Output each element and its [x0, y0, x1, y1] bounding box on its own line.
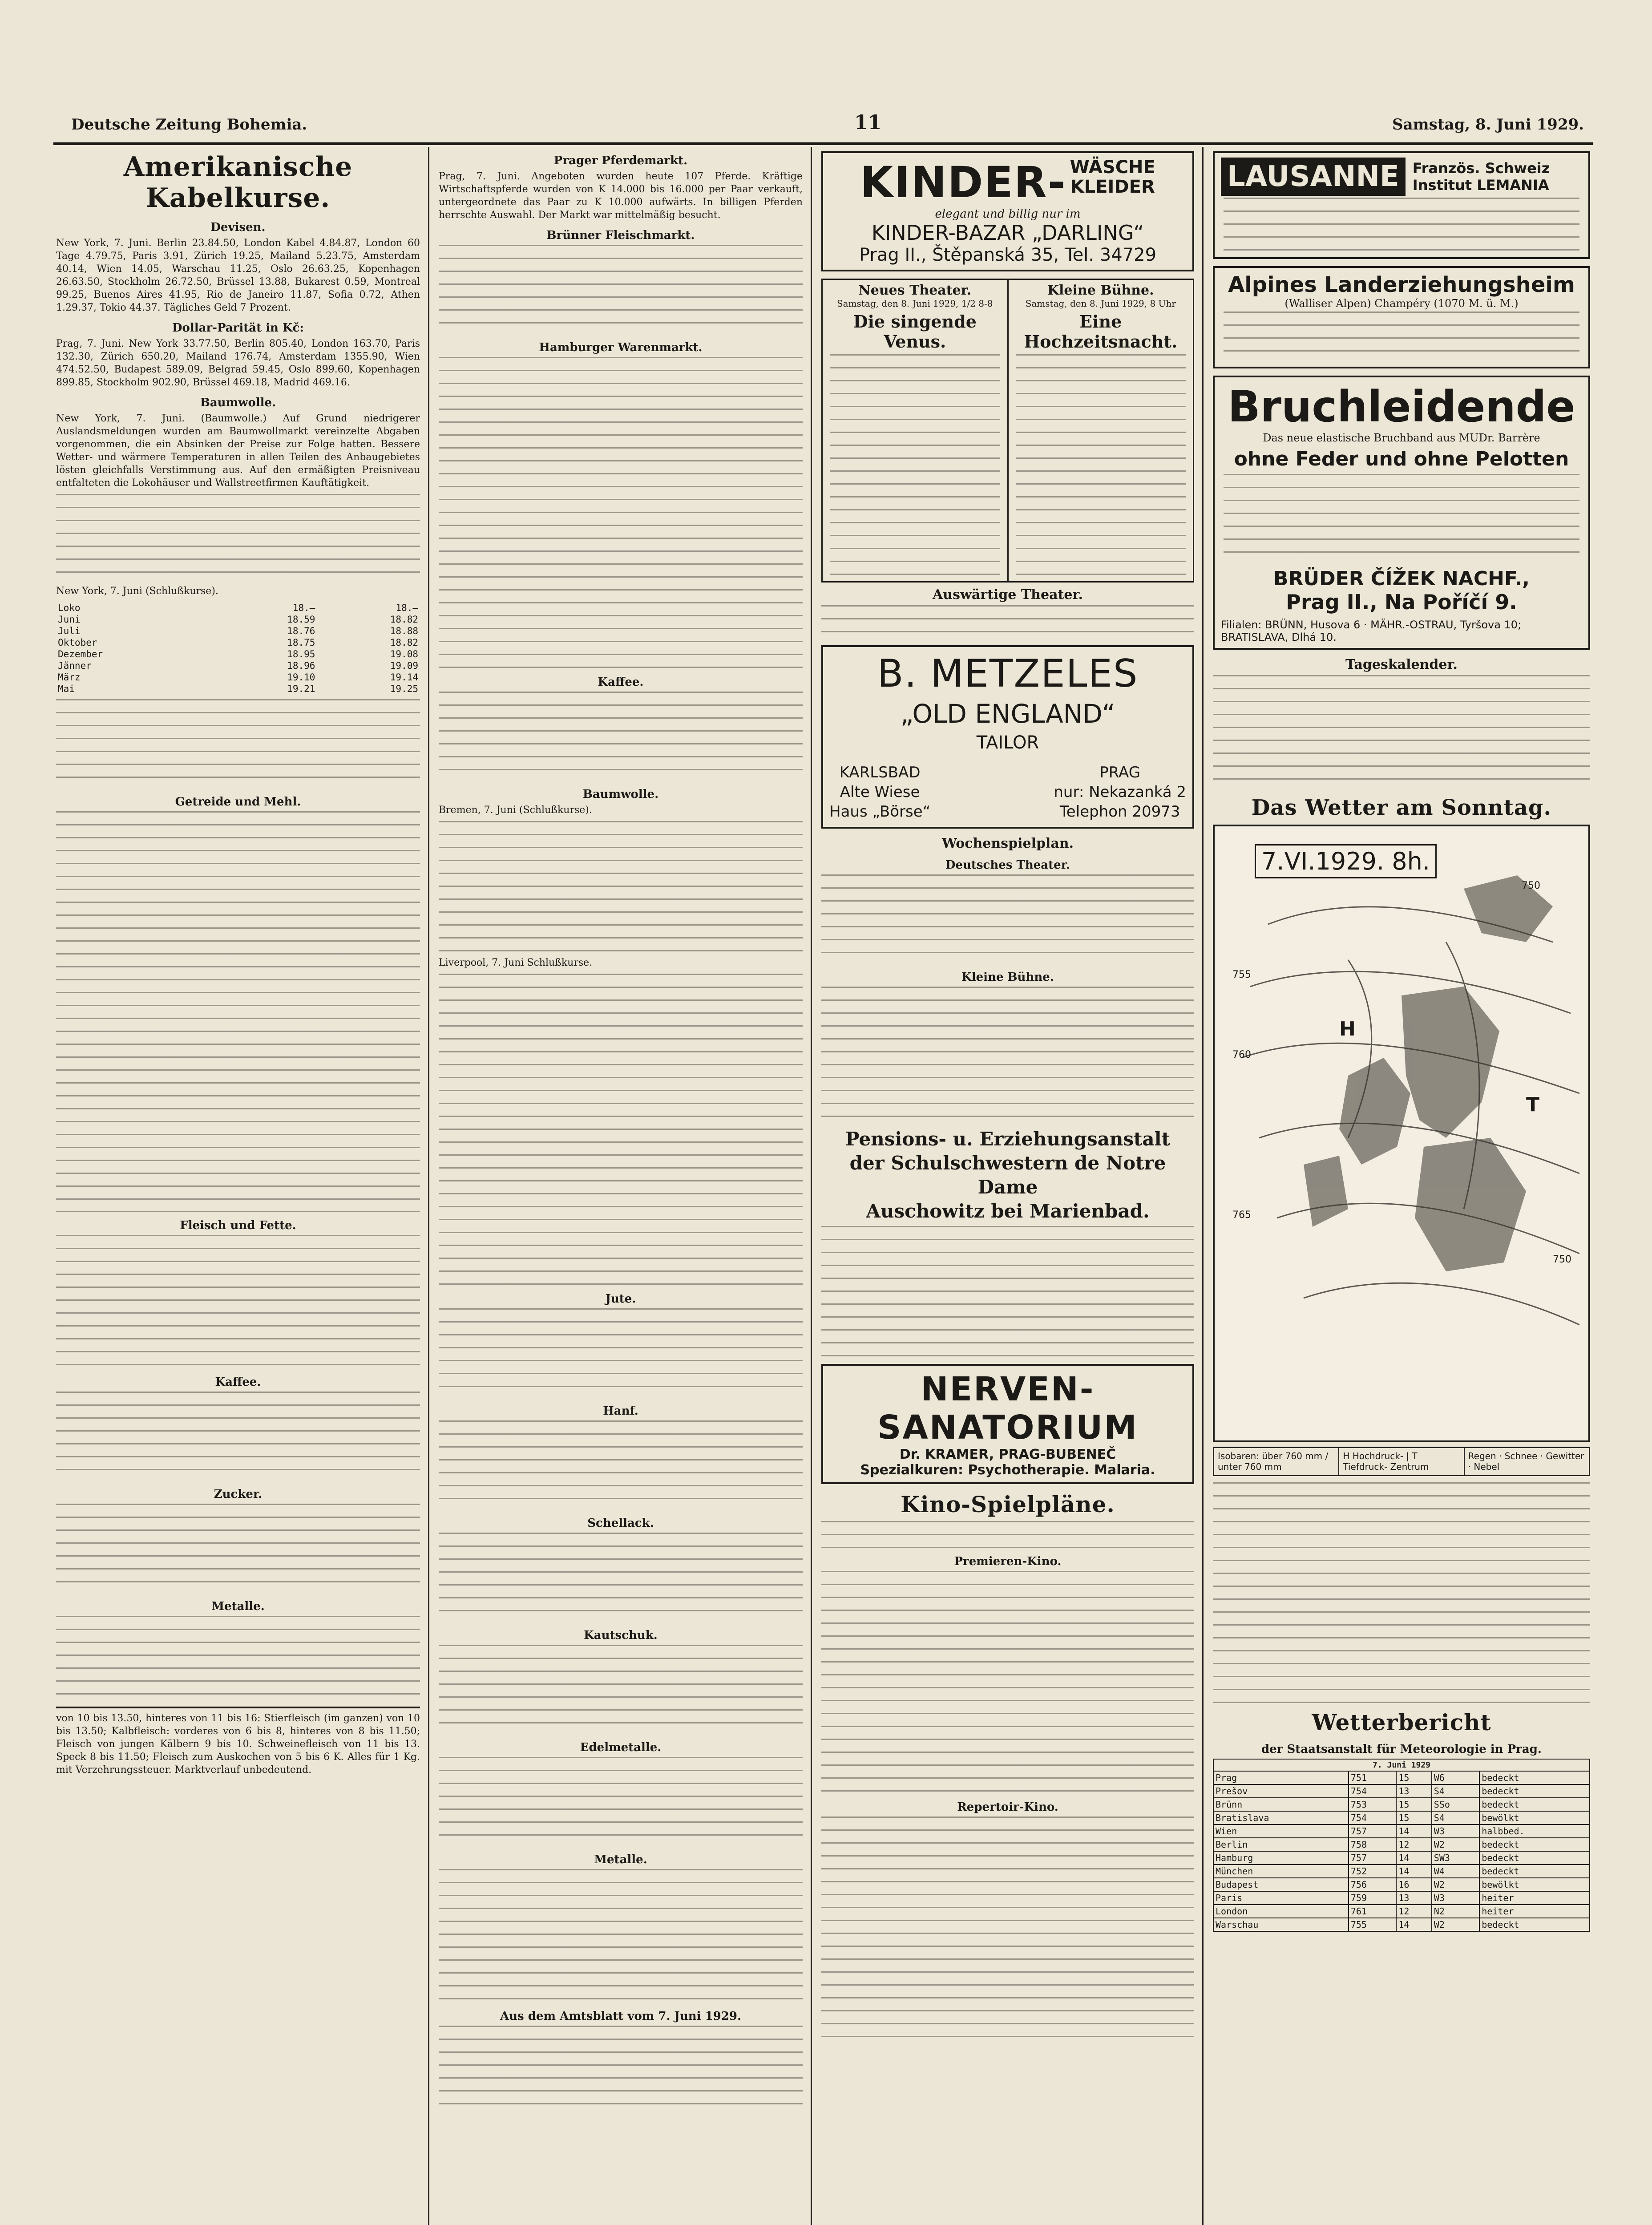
table-row	[1213, 1798, 1590, 1811]
theater-date: Samstag, den 8. Juni 1929, 1/2 8-8	[836, 298, 993, 309]
ad-text	[1224, 474, 1579, 563]
table-cell: Prešov	[1213, 1784, 1349, 1798]
text-block	[439, 821, 803, 955]
text-block	[821, 1226, 1194, 1359]
issue-date: Samstag, 8. Juni 1929.	[1392, 116, 1584, 134]
zucker-heading: Zucker.	[214, 1488, 263, 1501]
ad-sub: Institut LEMANIA	[1412, 177, 1549, 194]
ad-branches: Filialen: BRÜNN, Husova 6 · MÄHR.-OSTRAU, Tyršova 10; BRATISLAVA, Dlhá 10.	[1221, 619, 1522, 643]
pferde-text: Prag, 7. Juni. Angeboten wurden heute 107 Pferde. Kräftige Wirtschaftspferde wurden von K 14.000 bis 16.000 per Paar verkauft, untergeordnete das Paar zu K 10.000 aufwärts. In billigen Pferden herrschte Auswahl. Der Markt war mittelmäßig besucht.	[439, 171, 803, 221]
text-block	[439, 1308, 803, 1397]
table-cell: 14	[1396, 1851, 1431, 1865]
table-cell: 14	[1396, 1824, 1431, 1838]
column-3	[819, 147, 1197, 2225]
theater-play: Die singende Venus.	[853, 312, 977, 352]
svg-text:765: 765	[1232, 1210, 1251, 1221]
table-cell: S4	[1432, 1784, 1479, 1798]
table-cell: 753	[1349, 1798, 1396, 1811]
ad-headline: LAUSANNE	[1221, 158, 1406, 196]
table-cell: München	[1213, 1865, 1349, 1878]
ad-address: Alte Wiese	[840, 783, 920, 801]
table-cell: 14	[1396, 1918, 1431, 1931]
jute-heading: Jute.	[605, 1292, 636, 1306]
ad-sub: Dr. KRAMER, PRAG-BUBENEČ	[899, 1447, 1116, 1462]
hanf-heading: Hanf.	[603, 1404, 638, 1418]
svg-text:755: 755	[1232, 969, 1251, 980]
table-cell: Warschau	[1213, 1918, 1349, 1931]
table-cell: 13	[1396, 1891, 1431, 1905]
table-cell: S4	[1432, 1811, 1479, 1824]
table-row: Loko 18.— 18.—	[58, 603, 418, 613]
table-cell: 759	[1349, 1891, 1396, 1905]
ad-headline: Alpines Landerziehungsheim	[1228, 272, 1575, 297]
text-block	[821, 987, 1194, 1120]
table-cell: bedeckt	[1479, 1838, 1590, 1851]
table-row	[1213, 1771, 1590, 1784]
text-block	[56, 494, 420, 583]
table-row: Juni 18.59 18.82	[58, 614, 418, 625]
wochen-heading: Wochenspielplan.	[941, 836, 1074, 851]
legend-pressure: H Hochdruck- | T Tiefdruck- Zentrum	[1338, 1448, 1463, 1475]
ad-line: der Schulschwestern de Notre Dame	[849, 1152, 1166, 1198]
theater-date: Samstag, den 8. Juni 1929, 8 Uhr	[1025, 298, 1176, 309]
theater-play: Eine Hochzeitsnacht.	[1024, 312, 1178, 352]
table-row	[1213, 1838, 1590, 1851]
pensions-ad	[821, 1127, 1194, 1223]
text-block	[1213, 675, 1590, 791]
text-block	[821, 1571, 1194, 1793]
theater-listing	[821, 279, 1194, 583]
table-cell: 757	[1349, 1851, 1396, 1865]
devisen-heading: Devisen.	[210, 221, 266, 234]
wetter-heading: Das Wetter am Sonntag.	[1251, 795, 1552, 820]
table-cell: bedeckt	[1479, 1784, 1590, 1798]
wetterbericht-heading: Wetterbericht	[1312, 1709, 1491, 1736]
ad-sub: KLEIDER	[1070, 177, 1155, 197]
newyork-table	[56, 602, 420, 695]
table-cell: W2	[1432, 1838, 1479, 1851]
bruchleidende-ad	[1213, 376, 1590, 650]
table-row	[1213, 1784, 1590, 1798]
table-cell: 15	[1396, 1811, 1431, 1824]
kinder-bazar-ad	[821, 151, 1194, 271]
liverpool-label: Liverpool, 7. Juni Schlußkurse.	[439, 957, 593, 968]
text-block	[439, 692, 803, 781]
table-row: Juli 18.76 18.88	[58, 626, 418, 636]
lausanne-ad	[1213, 151, 1590, 259]
page-number: 11	[854, 111, 882, 134]
table-cell: London	[1213, 1905, 1349, 1918]
table-cell: 14	[1396, 1865, 1431, 1878]
table-cell: heiter	[1479, 1905, 1590, 1918]
svg-text:H: H	[1339, 1018, 1356, 1040]
column-1	[53, 147, 423, 2225]
ad-sub: Das neue elastische Bruchband aus MUDr. Barrère	[1263, 432, 1540, 444]
table-cell: 15	[1396, 1771, 1431, 1784]
baumwolle-heading: Baumwolle.	[200, 396, 276, 409]
text-block	[56, 1616, 420, 1705]
table-row	[1213, 1824, 1590, 1838]
kaffee-heading: Kaffee.	[598, 676, 644, 689]
deutsches-theater: Deutsches Theater.	[945, 858, 1070, 872]
ad-address: nur: Nekazanká 2	[1054, 783, 1186, 801]
cast-list	[1016, 354, 1186, 577]
amtsblatt-heading: Aus dem Amtsblatt vom 7. Juni 1929.	[500, 2010, 741, 2023]
bottom-text: von 10 bis 13.50, hinteres von 11 bis 16: Stierfleisch (im ganzen) von 10 bis 13.50; Kalbfleisch: vorderes von 6 bis 8, hinteres von 8 bis 11.50; Fleisch von jungen Kälbern 9 bis 10. Schweinefleisch von 11 bis 13. Speck 8 bis 11.50; Fleisch zum Auskochen von 5 bis 6 K. Alles für 1 Kg. mit Verzehrungssteuer. Marktverlauf unbedeutend.	[56, 1707, 420, 1776]
text-block	[439, 1420, 803, 1509]
wetterbericht-sub: der Staatsanstalt für Meteorologie in Prag.	[1261, 1743, 1542, 1756]
table-row: Jänner 18.96 19.09	[58, 660, 418, 671]
table-cell: 13	[1396, 1784, 1431, 1798]
table-row	[1213, 1891, 1590, 1905]
table-cell: SW3	[1432, 1851, 1479, 1865]
table-cell: Brünn	[1213, 1798, 1349, 1811]
metalle-heading: Metalle.	[594, 1853, 647, 1866]
page-header	[53, 111, 1593, 145]
text-block	[439, 1869, 803, 2002]
alpines-ad	[1213, 266, 1590, 368]
svg-text:760: 760	[1232, 1049, 1251, 1060]
table-cell: 12	[1396, 1905, 1431, 1918]
column-rule	[1202, 147, 1204, 2225]
ad-sub: TAILOR	[976, 732, 1039, 753]
table-cell: W4	[1432, 1865, 1479, 1878]
text-block	[56, 811, 420, 1212]
ad-sub: ohne Feder und ohne Pelotten	[1234, 448, 1569, 470]
table-row	[1213, 1905, 1590, 1918]
theater-title: Kleine Bühne.	[1047, 283, 1154, 298]
kleine-buehne: Kleine Bühne.	[961, 971, 1054, 984]
ad-address: Haus „Börse“	[829, 803, 931, 821]
table-cell: 15	[1396, 1798, 1431, 1811]
ad-firm: BRÜDER ČÍŽEK NACHF.,	[1273, 567, 1530, 590]
ad-headline: KINDER-	[860, 158, 1066, 207]
text-block	[821, 874, 1194, 963]
baumwolle-heading: Baumwolle.	[582, 788, 659, 801]
table-cell: SSo	[1432, 1798, 1479, 1811]
text-block	[821, 605, 1194, 641]
weather-table	[1213, 1759, 1590, 1932]
text-block	[56, 1392, 420, 1481]
ad-city: PRAG	[1099, 764, 1141, 781]
ad-text	[1224, 198, 1579, 251]
ad-shop-name: KINDER-BAZAR „DARLING“	[871, 221, 1144, 245]
cast-list	[830, 354, 1000, 577]
devisen-text: New York, 7. Juni. Berlin 23.84.50, London Kabel 4.84.87, London 60 Tage 4.79.75, Paris 3.91, Zürich 19.25, Mailand 5.23.75, Amsterdam 40.14, Wien 14.05, Warschau 11.25, Oslo 26.63.25, Kopenhagen 26.63.50, Stockholm 26.72.50, Brüssel 13.88, Bukarest 0.59, Montreal 99.25, Buenos Aires 41.95, Rio de Janeiro 11.87, Sofia 0.72, Athen 1.29.37, Tokio 44.37. Tägliches Geld 7 Prozent.	[56, 238, 420, 313]
bremen-label: Bremen, 7. Juni (Schlußkurse).	[439, 805, 592, 816]
table-cell: 758	[1349, 1838, 1396, 1851]
column-2	[436, 147, 805, 2225]
text-block	[821, 1521, 1194, 1548]
kino-heading: Kino-Spielpläne.	[901, 1491, 1115, 1517]
ad-headline: NERVEN-SANATORIUM	[877, 1370, 1138, 1447]
table-cell: 756	[1349, 1878, 1396, 1891]
table-row: Dezember 18.95 19.08	[58, 649, 418, 659]
table-cell: bedeckt	[1479, 1851, 1590, 1865]
map-legend	[1213, 1447, 1590, 1476]
ad-headline: Bruchleidende	[1228, 382, 1575, 432]
baumwolle-text: New York, 7. Juni. (Baumwolle.) Auf Grund niedrigerer Auslandsmeldungen wurden am Baumwollmarkt vereinzelte Abgaben vorgenommen, die ein Absinken der Preise zur Folge hatten. Bessere Wetter- und wärmere Temperaturen in allen Teilen des Anbaugebietes lösten gleichfalls Verstimmung aus. Auf den ermäßigten Preisniveau entfalteten die Lokohäuser und Wallstreetfirmen Kauftätigkeit.	[56, 413, 420, 489]
schellack-heading: Schellack.	[587, 1517, 654, 1530]
ad-line: Pensions- u. Erziehungsanstalt	[845, 1128, 1170, 1150]
ad-city: KARLSBAD	[839, 764, 921, 781]
ad-sub: Spezialkuren: Psychotherapie. Malaria.	[860, 1462, 1155, 1478]
table-cell: W2	[1432, 1878, 1479, 1891]
ad-sub: WÄSCHE	[1070, 157, 1155, 178]
table-row	[1213, 1918, 1590, 1931]
text-block	[56, 1504, 420, 1593]
table-cell: Bratislava	[1213, 1811, 1349, 1824]
ad-sub: „OLD ENGLAND“	[900, 699, 1115, 729]
ad-sub: (Walliser Alpen) Champéry (1070 M. ü. M.)	[1284, 297, 1519, 310]
table-row	[1213, 1851, 1590, 1865]
kautschuk-heading: Kautschuk.	[584, 1629, 658, 1642]
text-block	[439, 1645, 803, 1734]
table-cell: Paris	[1213, 1891, 1349, 1905]
weather-map	[1213, 825, 1590, 1442]
text-block	[439, 974, 803, 1285]
section-title: Amerikanische Kabelkurse.	[123, 151, 353, 214]
table-cell: 751	[1349, 1771, 1396, 1784]
table-cell: 755	[1349, 1918, 1396, 1931]
text-block	[439, 1533, 803, 1622]
table-row: Mai 19.21 19.25	[58, 684, 418, 694]
table-cell: Berlin	[1213, 1838, 1349, 1851]
table-cell: 16	[1396, 1878, 1431, 1891]
text-block	[56, 699, 420, 788]
map-date: 7.VI.1929. 8h.	[1255, 844, 1437, 878]
table-cell: bedeckt	[1479, 1918, 1590, 1931]
ad-tagline: elegant und billig nur im	[935, 207, 1081, 221]
table-date: 7. Juni 1929	[1213, 1759, 1590, 1771]
table-cell: heiter	[1479, 1891, 1590, 1905]
legend-weather: Regen · Schnee · Gewitter · Nebel	[1464, 1448, 1589, 1475]
table-row	[1213, 1878, 1590, 1891]
ad-address: Prag II., Štěpanská 35, Tel. 34729	[859, 245, 1157, 265]
table-cell: 754	[1349, 1784, 1396, 1798]
table-cell: bewölkt	[1479, 1878, 1590, 1891]
text-block	[56, 1235, 420, 1368]
warenmarkt-heading: Hamburger Warenmarkt.	[539, 341, 703, 354]
table-cell: 754	[1349, 1811, 1396, 1824]
table-cell: Prag	[1213, 1771, 1349, 1784]
table-cell: halbbed.	[1479, 1824, 1590, 1838]
text-block	[439, 1757, 803, 1846]
theater-title: Neues Theater.	[858, 283, 972, 298]
table-cell: bedeckt	[1479, 1798, 1590, 1811]
svg-text:T: T	[1526, 1093, 1540, 1116]
weather-map-graphic	[1215, 826, 1590, 1437]
dollar-heading: Dollar-Parität in Kč:	[172, 321, 304, 335]
sanatorium-ad	[821, 1364, 1194, 1484]
table-cell: Budapest	[1213, 1878, 1349, 1891]
column-rule	[428, 147, 429, 2225]
text-block	[1213, 1482, 1590, 1705]
table-cell: W3	[1432, 1824, 1479, 1838]
text-block	[439, 2026, 803, 2115]
legend-isobars: Isobaren: über 760 mm / unter 760 mm	[1218, 1451, 1329, 1472]
repertoir-heading: Repertoir-Kino.	[957, 1800, 1058, 1814]
pferde-heading: Prager Pferdemarkt.	[553, 154, 688, 167]
ad-address: Prag II., Na Poříčí 9.	[1286, 590, 1517, 614]
table-row: März 19.10 19.14	[58, 672, 418, 683]
metalle-heading: Metalle.	[211, 1600, 265, 1613]
table-cell: bedeckt	[1479, 1865, 1590, 1878]
tageskalender-heading: Tageskalender.	[1345, 657, 1458, 672]
table-cell: Wien	[1213, 1824, 1349, 1838]
fleischmarkt-heading: Brünner Fleischmarkt.	[546, 229, 695, 242]
svg-text:750: 750	[1553, 1254, 1571, 1265]
masthead: Deutsche Zeitung Bohemia.	[71, 116, 307, 134]
table-cell: N2	[1432, 1905, 1479, 1918]
table-cell: bewölkt	[1479, 1811, 1590, 1824]
ad-text	[1224, 312, 1579, 360]
text-block	[821, 1816, 1194, 2039]
ad-phone: Telephon 20973	[1059, 803, 1180, 821]
premieren-heading: Premieren-Kino.	[954, 1555, 1062, 1568]
edelmetalle-heading: Edelmetalle.	[580, 1741, 662, 1754]
text-block	[439, 357, 803, 668]
newyork-label: New York, 7. Juni (Schlußkurse).	[56, 586, 218, 597]
dollar-text: Prag, 7. Juni. New York 33.77.50, Berlin 805.40, London 163.70, Paris 132.30, Zürich 650.20, Mailand 176.74, Amsterdam 1355.90, Wien 474.52.50, Budapest 589.09, Belgrad 59.45, Oslo 899.60, Kopenhagen 899.85, Stockholm 902.90, Brüssel 469.18, Madrid 469.16.	[56, 338, 420, 388]
table-row	[1213, 1811, 1590, 1824]
table-row	[1213, 1865, 1590, 1878]
metzeles-ad	[821, 645, 1194, 829]
column-rule	[811, 147, 812, 2225]
table-cell: W3	[1432, 1891, 1479, 1905]
table-cell: 757	[1349, 1824, 1396, 1838]
table-cell: 12	[1396, 1838, 1431, 1851]
table-cell: Hamburg	[1213, 1851, 1349, 1865]
table-cell: W2	[1432, 1918, 1479, 1931]
table-cell: bedeckt	[1479, 1771, 1590, 1784]
text-block	[439, 245, 803, 334]
svg-text:750: 750	[1522, 880, 1540, 891]
getreide-heading: Getreide und Mehl.	[175, 795, 301, 809]
fleisch-heading: Fleisch und Fette.	[180, 1219, 296, 1232]
column-4	[1210, 147, 1593, 2225]
table-cell: W6	[1432, 1771, 1479, 1784]
table-row: Oktober 18.75 18.82	[58, 637, 418, 648]
ad-line: Auschowitz bei Marienbad.	[866, 1200, 1150, 1222]
auswaertige-heading: Auswärtige Theater.	[933, 587, 1083, 603]
table-cell: 761	[1349, 1905, 1396, 1918]
table-cell: 752	[1349, 1865, 1396, 1878]
kaffee-heading: Kaffee.	[215, 1375, 261, 1389]
ad-sub: Französ. Schweiz	[1412, 160, 1550, 177]
ad-headline: B. METZELES	[877, 651, 1139, 696]
